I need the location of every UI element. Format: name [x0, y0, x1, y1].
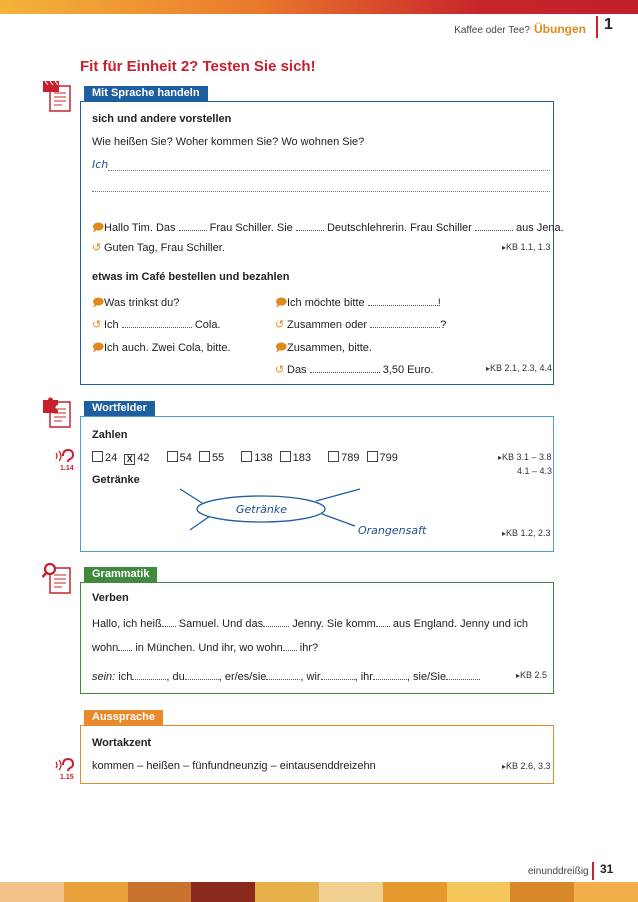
answer-start: Ich: [92, 158, 109, 171]
checkbox-item[interactable]: 24: [92, 452, 117, 464]
blank[interactable]: [368, 295, 438, 306]
checkbox-item[interactable]: 138: [241, 452, 272, 464]
reference-kb: ▸ KB 2.6, 3.3: [502, 761, 551, 771]
section-tab-aussprache: Aussprache: [84, 710, 163, 725]
blank[interactable]: [475, 220, 513, 231]
question: Wie heißen Sie? Woher kommen Sie? Wo wohnen Sie?: [92, 136, 365, 148]
reference-kb: ▸ KB 2.5: [516, 670, 547, 680]
blank[interactable]: [446, 669, 480, 680]
heading-cafe: etwas im Café bestellen und bezahlen: [92, 271, 290, 283]
dialog-line-2: ↺ Guten Tag, Frau Schiller.: [92, 242, 225, 254]
heading-getraenke: Getränke: [92, 474, 140, 486]
word-web-example: Orangensaft: [358, 524, 427, 537]
magnifier-document-icon: [42, 562, 70, 592]
blank[interactable]: [179, 220, 207, 231]
checkbox-item[interactable]: 789: [328, 452, 359, 464]
reference-kb-continued: 4.1 – 4.3: [517, 466, 553, 476]
clapperboard-document-icon: [42, 80, 70, 110]
checkbox-item[interactable]: 54: [167, 452, 192, 464]
blank[interactable]: [376, 616, 390, 627]
page-title: Fit für Einheit 2? Testen Sie sich!: [80, 58, 316, 75]
blank[interactable]: [310, 362, 380, 373]
grammar-line-sein: sein: ich , du , er/es/sie , wir , ihr , sie/Sie: [92, 669, 480, 683]
audio-track: 1.14: [60, 465, 74, 472]
section-tab-sprache: Mit Sprache handeln: [84, 86, 208, 101]
section-tab-grammatik: Grammatik: [84, 567, 157, 582]
grammar-line-2: wohn in München. Und ihr, wo wohn ihr?: [92, 642, 319, 654]
reference-kb: ▸ KB 2.1, 2.3, 4.4: [486, 363, 552, 373]
checkbox-item[interactable]: 799: [367, 452, 398, 464]
reply-icon: ↺: [92, 319, 102, 331]
reference-kb: ▸ KB 1.1, 1.3: [502, 242, 551, 252]
speech-bubble-icon: 🗩: [92, 297, 105, 309]
speech-bubble-icon: 🗩: [275, 297, 288, 309]
section-label: Übungen: [534, 22, 586, 36]
reply-icon: ↺: [92, 242, 102, 254]
blank[interactable]: [321, 669, 355, 680]
chapter-label: Kaffee oder Tee?: [454, 25, 530, 36]
blank[interactable]: [263, 616, 289, 627]
blank[interactable]: [296, 220, 324, 231]
reply-icon: ↺: [275, 364, 285, 376]
section-tab-wortfelder: Wortfelder: [84, 401, 155, 416]
blank[interactable]: [118, 640, 132, 651]
heading-vorstellen: sich und andere vorstellen: [92, 113, 232, 125]
blank[interactable]: [370, 317, 440, 328]
page-number: 31: [592, 862, 613, 880]
blank[interactable]: [132, 669, 166, 680]
blank[interactable]: [185, 669, 219, 680]
speech-bubble-icon: 🗩: [92, 222, 105, 234]
puzzle-document-icon: [42, 396, 70, 426]
blank[interactable]: [122, 317, 192, 328]
speech-bubble-icon: 🗩: [275, 342, 288, 354]
reference-kb: ▸ KB 3.1 – 3.8: [498, 452, 552, 462]
cafe-right-2: ↺ Zusammen oder ?: [275, 319, 447, 331]
cafe-left-2: ↺ Ich Cola.: [92, 319, 221, 331]
heading-verben: Verben: [92, 592, 129, 604]
footer-photo-strip: [0, 882, 638, 902]
running-header: [454, 22, 586, 36]
blank[interactable]: [162, 616, 176, 627]
cafe-right-1: 🗩Ich möchte bitte !: [275, 294, 441, 313]
speech-bubble-icon: 🗩: [92, 342, 105, 354]
section-box-aussprache: [80, 725, 554, 784]
answer-line-1[interactable]: [108, 170, 550, 171]
reference-kb: ▸ KB 1.2, 2.3: [502, 528, 551, 538]
checkbox-item[interactable]: X 42: [124, 452, 149, 464]
heading-zahlen: Zahlen: [92, 429, 128, 441]
checkbox-item[interactable]: 183: [280, 452, 311, 464]
cafe-left-3: 🗩Ich auch. Zwei Cola, bitte.: [92, 339, 231, 358]
cafe-right-3: 🗩Zusammen, bitte.: [275, 339, 372, 358]
top-color-bar: [0, 0, 638, 14]
answer-line-2[interactable]: [92, 191, 550, 192]
word-web-center: Getränke: [236, 503, 287, 516]
grammar-line-1: Hallo, ich heiß Samuel. Und das Jenny. Sie komm aus England. Jenny und ich: [92, 618, 528, 630]
blank[interactable]: [373, 669, 407, 680]
heading-wortakzent: Wortakzent: [92, 737, 152, 749]
chapter-number: 1: [596, 16, 613, 38]
audio-track: 1.15: [60, 774, 74, 781]
word-list: kommen – heißen – fünfundneunzig – eintausenddreizehn: [92, 760, 376, 772]
blank[interactable]: [283, 640, 297, 651]
page-number-word: einunddreißig: [528, 866, 589, 877]
cafe-right-4: ↺ Das 3,50 Euro.: [275, 364, 434, 376]
blank[interactable]: [266, 669, 300, 680]
checkbox-item[interactable]: 55: [199, 452, 224, 464]
number-choice-row: [92, 451, 398, 465]
cafe-left-1: 🗩Was trinkst du?: [92, 294, 179, 313]
reply-icon: ↺: [275, 319, 285, 331]
dialog-line-1: 🗩Hallo Tim. Das Frau Schiller. Sie Deutschlehrerin. Frau Schiller aus Jena.: [92, 219, 564, 238]
